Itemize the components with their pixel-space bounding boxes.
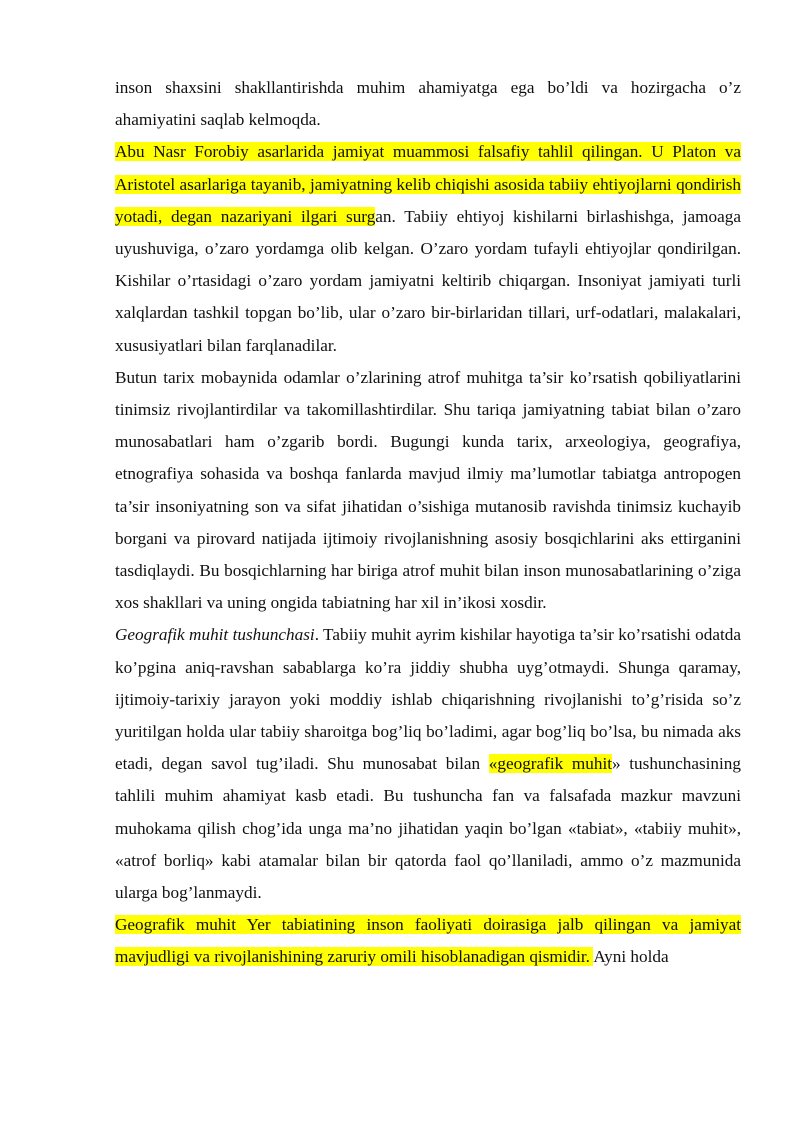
paragraph-geographic-environment — [115, 619, 741, 909]
paragraph-text: an. Tabiiy ehtiyoj kishilarni birlashishga, jamoaga uyushuviga, o’zaro yordamga olib kelgan. O’zaro yordam tufayli ehtiyojlar qondirilgan. Kishilar o’rtasidagi o’zaro yordam jamiyatni keltirib chiqargan. Insoniyat jamiyati turli xalqlardan tashkil topgan bo’lib, ular o’zaro bir-birlaridan tillari, urf-odatlari, malakalari, xususiyatlari bilan farqlanadilar. — [115, 206, 741, 355]
paragraph-history — [115, 362, 741, 620]
paragraph-text: Ayni holda — [593, 947, 669, 967]
italic-term: Geografik muhit tushunchasi — [115, 625, 315, 645]
paragraph-text: Butun tarix mobaynida odamlar o’zlarining atrof muhitga ta’sir ko’rsatish qobiliyatlarini tinimsiz rivojlantirdilar va takomillashtirdilar. Shu tariqa jamiyatning tabiat bilan o’zaro munosabatlari ham o’zgarib bordi. Bugungi kunda tarix, arxeologiya, geografiya, etnografiya sohasida va boshqa fanlarda mavjud ilmiy ma’lumotlar tabiatga antropogen ta’sir insoniyatning son va sifat jihatidan o’sishiga mutanosib ravishda tinimsiz kuchayib borgani va pirovard natijada ijtimoiy rivojlanishning asosiy bosqichlarini aks ettirganini tasdiqlaydi. Bu bosqichlarning har biriga atrof muhit bilan inson munosabatlarining o’ziga xos shakllari va uning ongida tabiatning har xil in’ikosi xosdir. — [115, 367, 741, 613]
document-page — [115, 72, 741, 974]
paragraph-text: » tushunchasining tahlili muhim ahamiyat kasb etadi. Bu tushuncha fan va falsafada mazkur mavzuni muhokama qilish chog’ida unga ma’no jihatidan yaqin bo’lgan «tabiat», «tabiiy muhit», «atrof borliq» kabi atamalar bilan bir qatorda faol qo’llaniladi, ammo o’z mazmunida ularga bog’lanmaydi. — [115, 754, 741, 903]
highlighted-text: Abu Nasr Forobiy asarlarida jamiyat muammosi falsafiy tahlil qilingan. U Platon va Aristotel asarlariga tayanib, jamiyatning kelib chiqishi asosida tabiiy ehtiyojlarni qondirish yotadi, degan nazariyani ilgari surg — [115, 142, 741, 226]
paragraph-definition — [115, 909, 741, 973]
highlighted-text: «geografik muhit — [488, 754, 613, 774]
paragraph-text: inson shaxsini shakllantirishda muhim ahamiyatga ega bo’ldi va hozirgacha o’z ahamiyatini saqlab kelmoqda. — [115, 78, 741, 130]
paragraph-text: . Tabiiy muhit ayrim kishilar hayotiga ta’sir ko’rsatishi odatda ko’pgina aniq-ravshan sabablarga ko’ra jiddiy shubha uyg’otmaydi. Shunga qaramay, ijtimoiy-tarixiy jarayon yoki moddiy ishlab chiqarishning rivojlanishi to’g’risida so’z yuritilgan holda ular tabiiy sharoitga bog’liq bo’ladimi, agar bog’liq bo’lsa, bu nimada aks etadi, degan savol tug’iladi. Shu munosabat bilan — [115, 625, 741, 774]
highlighted-text: Geografik muhit Yer tabiatining inson faoliyati doirasiga jalb qilingan va jamiyat mavjudligi va rivojlanishining zaruriy omili hisoblanadigan qismidir. — [115, 915, 741, 967]
paragraph-continuation — [115, 72, 741, 136]
paragraph-forobiy — [115, 136, 741, 361]
